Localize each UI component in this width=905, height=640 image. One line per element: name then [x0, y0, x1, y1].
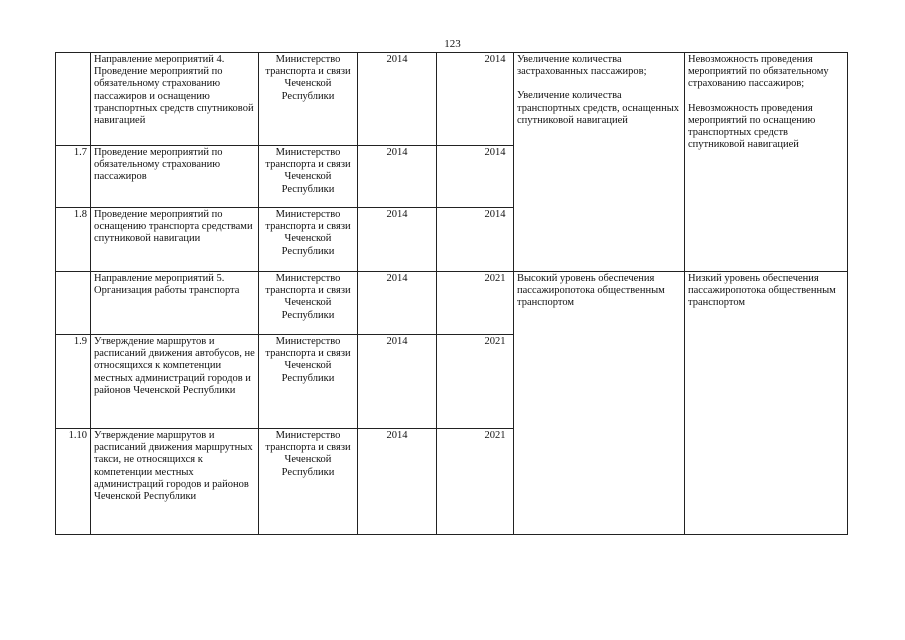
end-year: 2014 — [437, 208, 514, 272]
activity-name: Утверждение маршрутов и расписаний движения автобусов, не относящихся к компетенции местных администраций городов и районов Чеченской Республики — [91, 335, 259, 429]
activity-name: Проведение мероприятий по обязательному страхованию пассажиров — [91, 146, 259, 208]
activity-name: Утверждение маршрутов и расписаний движения маршрутных такси, не относящихся к компетенции местных администраций городов и районов Чеченской Республики — [91, 429, 259, 535]
page-number: 123 — [444, 38, 461, 50]
row-number: 1.7 — [56, 146, 91, 208]
end-year: 2021 — [437, 272, 514, 335]
executor: Министерство транспорта и связи Чеченской Республики — [259, 53, 358, 146]
executor: Министерство транспорта и связи Чеченской Республики — [259, 429, 358, 535]
executor: Министерство транспорта и связи Чеченской Республики — [259, 272, 358, 335]
row-number: 1.10 — [56, 429, 91, 535]
risk-text: Низкий уровень обеспечения пассажиропотока общественным транспортом — [688, 273, 836, 309]
end-year: 2014 — [437, 146, 514, 208]
risk-text: Невозможность проведения мероприятий по обязательному страхованию пассажиров; — [688, 54, 829, 90]
risk — [685, 53, 848, 272]
executor: Министерство транспорта и связи Чеченской Республики — [259, 146, 358, 208]
result-text: Увеличение количества застрахованных пассажиров; — [517, 54, 647, 78]
start-year: 2014 — [358, 335, 437, 429]
start-year: 2014 — [358, 208, 437, 272]
result-text: Высокий уровень обеспечения пассажиропотока общественным транспортом — [517, 273, 665, 309]
end-year: 2021 — [437, 429, 514, 535]
row-number — [56, 53, 91, 146]
end-year: 2014 — [437, 53, 514, 146]
executor: Министерство транспорта и связи Чеченской Республики — [259, 335, 358, 429]
risk-text: Невозможность проведения мероприятий по оснащению транспортных средств спутниковой навигацией — [688, 102, 816, 151]
activity-name: Направление мероприятий 4. Проведение мероприятий по обязательному страхованию пассажиров и оснащению транспортных средств спутниковой навигацией — [91, 53, 259, 146]
expected-result — [514, 53, 685, 272]
start-year: 2014 — [358, 146, 437, 208]
end-year: 2021 — [437, 335, 514, 429]
risk — [685, 272, 848, 535]
program-table — [55, 52, 848, 535]
activity-name: Проведение мероприятий по оснащению транспорта средствами спутниковой навигации — [91, 208, 259, 272]
start-year: 2014 — [358, 53, 437, 146]
row-number: 1.9 — [56, 335, 91, 429]
executor: Министерство транспорта и связи Чеченской Республики — [259, 208, 358, 272]
start-year: 2014 — [358, 429, 437, 535]
table-row — [56, 272, 848, 335]
activity-name: Направление мероприятий 5. Организация работы транспорта — [91, 272, 259, 335]
result-text: Увеличение количества транспортных средств, оснащенных спутниковой навигацией — [517, 90, 679, 126]
expected-result — [514, 272, 685, 535]
table-row — [56, 53, 848, 146]
start-year: 2014 — [358, 272, 437, 335]
row-number — [56, 272, 91, 335]
row-number: 1.8 — [56, 208, 91, 272]
